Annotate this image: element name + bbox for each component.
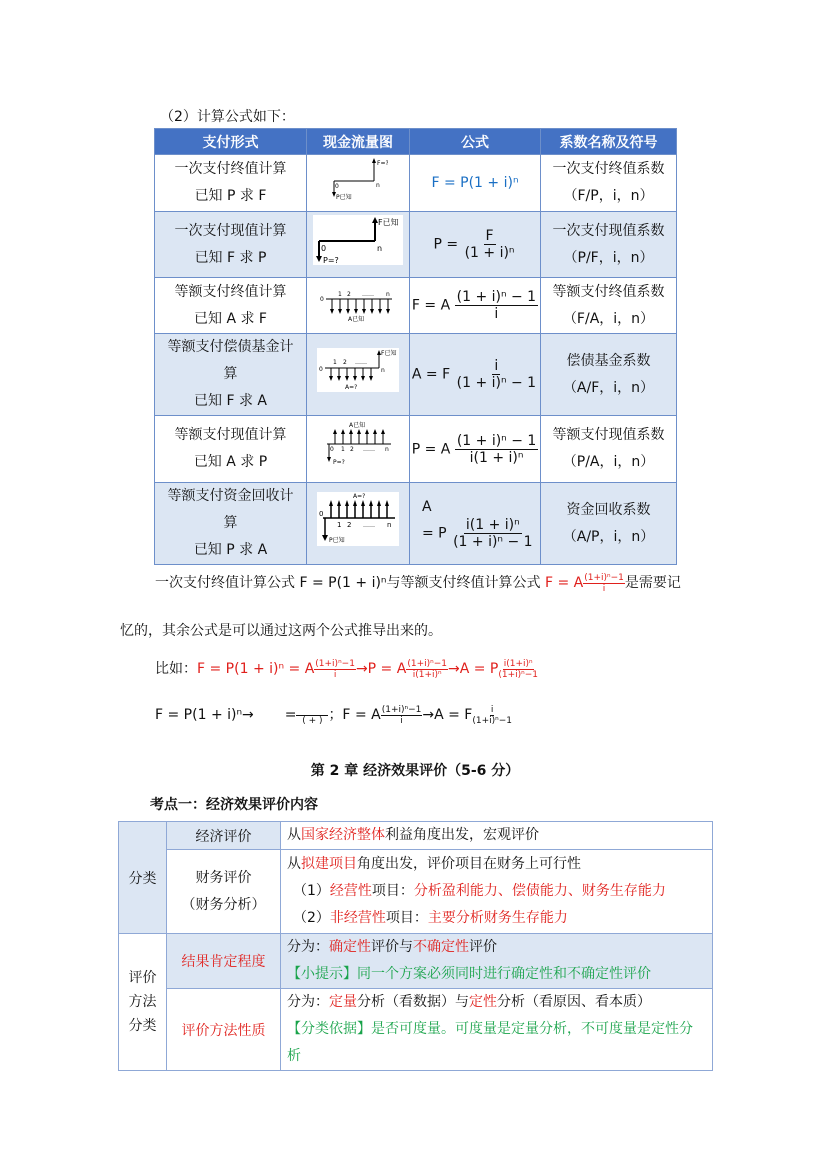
table-row bbox=[155, 483, 677, 565]
cashflow-diagram bbox=[307, 334, 410, 416]
svg-text:2: 2 bbox=[347, 520, 352, 529]
fraction: $\frac{\text{(1+i)ⁿ−1}}{i}$ bbox=[584, 572, 624, 594]
kaodian-heading: 考点一：经济效果评价内容 bbox=[150, 797, 318, 813]
table-row bbox=[119, 850, 713, 934]
svg-text:A=?: A=? bbox=[353, 492, 366, 500]
svg-text:……: …… bbox=[363, 446, 375, 453]
row-label: 经济评价 bbox=[167, 822, 281, 850]
formula-cell: A = F $\frac{i}{\text{(1 + i)ⁿ − 1}}$ bbox=[410, 334, 541, 416]
svg-text:0: 0 bbox=[320, 295, 324, 303]
table-row bbox=[155, 416, 677, 483]
svg-text:0: 0 bbox=[335, 183, 339, 190]
svg-text:2: 2 bbox=[343, 358, 347, 366]
svg-text:P已知: P已知 bbox=[336, 194, 352, 201]
example-line-2: F = P(1 + i)ⁿ→ = ( + ) ；F = A $\frac{\text{(1+i)ⁿ−1}}{i}$ →A = F $\frac{i}{\text{(1+i)ⁿ−1}}$ bbox=[155, 704, 513, 726]
payment-form-cell: 等额支付资金回收计 算 已知 P 求 A bbox=[155, 483, 307, 565]
formula-cell: F = P(1 + i)ⁿ bbox=[410, 155, 541, 212]
cashflow-diagram bbox=[307, 212, 410, 278]
header-formula: 公式 bbox=[410, 129, 541, 155]
fraction: $\frac{i}{\text{(1 + i)ⁿ − 1}}$ bbox=[456, 358, 537, 391]
svg-text:……: …… bbox=[355, 358, 367, 366]
svg-text:1: 1 bbox=[338, 290, 342, 298]
svg-text:……: …… bbox=[363, 521, 375, 529]
row-label: 评价方法性质 bbox=[167, 989, 281, 1071]
coefficient-cell: 一次支付现值系数 （P/F，i，n） bbox=[541, 212, 677, 278]
fraction: $\frac{\text{(1+i)ⁿ−1}}{\text{i(1+i)ⁿ}}$ bbox=[407, 658, 447, 680]
fraction: $\frac{\text{(1+i)ⁿ−1}}{i}$ bbox=[381, 704, 422, 726]
svg-text:0: 0 bbox=[319, 365, 323, 373]
svg-text:F已知: F已知 bbox=[378, 217, 399, 227]
coefficient-cell: 等额支付终值系数 （F/A，i，n） bbox=[541, 278, 677, 334]
cashflow-diagram-icon bbox=[328, 155, 388, 201]
formula-table bbox=[154, 128, 677, 565]
svg-text:0: 0 bbox=[319, 509, 324, 518]
paragraph-line-1: 一次支付终值计算公式 F = P(1 + i)ⁿ与等额支付终值计算公式 F = A $\frac{\text{(1+i)ⁿ−1}}{i}$ 是需要记 bbox=[155, 572, 681, 594]
row-label: 结果肯定程度 bbox=[167, 934, 281, 989]
svg-text:P=?: P=? bbox=[323, 255, 339, 265]
paragraph-line-2: 忆的，其余公式是可以通过这两个公式推导出来的。 bbox=[120, 623, 442, 639]
svg-text:2: 2 bbox=[350, 446, 354, 453]
payment-form-cell: 等额支付偿债基金计 算 已知 F 求 A bbox=[155, 334, 307, 416]
svg-text:n: n bbox=[376, 182, 380, 189]
table-row bbox=[119, 934, 713, 989]
table-row bbox=[119, 989, 713, 1071]
coefficient-cell: 偿债基金系数 （A/F，i，n） bbox=[541, 334, 677, 416]
svg-text:A=?: A=? bbox=[345, 383, 358, 391]
svg-text:n: n bbox=[386, 290, 390, 298]
svg-text:0: 0 bbox=[330, 446, 334, 453]
svg-text:1: 1 bbox=[337, 520, 342, 529]
category-cell: 分类 bbox=[119, 822, 167, 934]
coefficient-cell: 一次支付终值系数 （F/P，i，n） bbox=[541, 155, 677, 212]
fraction: $\frac{\text{(1+i)ⁿ−1}}{i}$ bbox=[315, 658, 355, 680]
cashflow-diagram-icon bbox=[317, 492, 399, 546]
cashflow-diagram-icon bbox=[317, 348, 399, 392]
formula-cell: A = P $\frac{\text{i(1 + i)ⁿ}}{\text{(1 + i)ⁿ − 1}}$ bbox=[410, 483, 541, 565]
payment-form-cell: 等额支付终值计算 已知 A 求 F bbox=[155, 278, 307, 334]
payment-form-cell: 一次支付终值计算 已知 P 求 F bbox=[155, 155, 307, 212]
header-coefficient: 系数名称及符号 bbox=[541, 129, 677, 155]
svg-text:n: n bbox=[385, 446, 389, 453]
svg-text:……: …… bbox=[362, 290, 374, 298]
cashflow-diagram bbox=[307, 416, 410, 483]
coefficient-cell: 等额支付现值系数 （P/A，i，n） bbox=[541, 416, 677, 483]
formula-cell: F = A $\frac{\text{(1 + i)ⁿ − 1}}{i}$ bbox=[410, 278, 541, 334]
fraction: $\frac{i}{\text{(1+i)ⁿ−1}}$ bbox=[472, 704, 513, 726]
svg-text:F已知: F已知 bbox=[381, 349, 397, 357]
svg-text:1: 1 bbox=[333, 358, 337, 366]
cashflow-diagram bbox=[307, 483, 410, 565]
chapter-title: 第 2 章 经济效果评价（5-6 分） bbox=[310, 763, 520, 779]
row-label: 财务评价 （财务分析） bbox=[167, 850, 281, 934]
svg-text:n: n bbox=[377, 243, 383, 253]
row-content: 分为：定量分析（看数据）与定性分析（看原因、看本质） 【分类依据】是否可度量。可度量是定量分析，不可度量是定性分 析 bbox=[281, 989, 713, 1071]
row-content: 从拟建项目角度出发，评价项目在财务上可行性 （1）经营性项目：分析盈利能力、偿债能力、财务生存能力 （2）非经营性项目：主要分析财务生存能力 bbox=[281, 850, 713, 934]
fraction: $\frac{\text{(1 + i)ⁿ − 1}}{\text{i(1 + i)ⁿ}}$ bbox=[456, 432, 537, 466]
table-row bbox=[119, 822, 713, 850]
fraction: ( + ) bbox=[296, 705, 328, 726]
svg-text:A已知: A已知 bbox=[348, 315, 365, 323]
row-content: 从国家经济整体利益角度出发，宏观评价 bbox=[281, 822, 713, 850]
table-row bbox=[155, 334, 677, 416]
formula-table-header bbox=[155, 129, 677, 155]
fraction: $\frac{\text{i(1 + i)ⁿ}}{\text{(1 + i)ⁿ − 1}}$ bbox=[453, 517, 533, 550]
svg-text:F=?: F=? bbox=[377, 160, 388, 167]
category-cell: 评价 方法 分类 bbox=[119, 934, 167, 1071]
formula-cell: P = A $\frac{\text{(1 + i)ⁿ − 1}}{\text{i(1 + i)ⁿ}}$ bbox=[410, 416, 541, 483]
payment-form-cell: 一次支付现值计算 已知 F 求 P bbox=[155, 212, 307, 278]
fraction: $\frac{\text{i(1+i)ⁿ}}{\text{(1+i)ⁿ−1}}$ bbox=[498, 658, 539, 680]
svg-text:1: 1 bbox=[341, 446, 345, 453]
section-intro: （2）计算公式如下： bbox=[160, 109, 295, 125]
cashflow-diagram-icon bbox=[318, 279, 398, 323]
svg-text:P=?: P=? bbox=[333, 459, 345, 466]
payment-form-cell: 等额支付现值计算 已知 A 求 P bbox=[155, 416, 307, 483]
formula-cell: P = $\frac{F}{\text{(1 + i)ⁿ}}$ bbox=[410, 212, 541, 278]
fraction: $\frac{F}{\text{(1 + i)ⁿ}}$ bbox=[464, 228, 515, 261]
table-row bbox=[155, 212, 677, 278]
coefficient-cell: 资金回收系数 （A/P，i，n） bbox=[541, 483, 677, 565]
cashflow-diagram bbox=[307, 155, 410, 212]
header-payment-form: 支付形式 bbox=[155, 129, 307, 155]
evaluation-table bbox=[118, 821, 713, 1071]
svg-text:0: 0 bbox=[321, 243, 327, 253]
cashflow-diagram-icon bbox=[313, 215, 403, 265]
table-row bbox=[155, 155, 677, 212]
cashflow-diagram bbox=[307, 278, 410, 334]
svg-text:n: n bbox=[381, 366, 385, 374]
example-line-1: 比如：F = P(1 + i)ⁿ = A $\frac{\text{(1+i)ⁿ−1}}{i}$ →P = A $\frac{\text{(1+i)ⁿ−1}}{\text{i(1+i)ⁿ}}$ →A = P $\frac{\text{i(1+i)ⁿ}}{\text{(1+i)ⁿ−1}}$ bbox=[155, 658, 539, 680]
svg-text:P已知: P已知 bbox=[329, 536, 345, 544]
svg-text:n: n bbox=[387, 520, 392, 529]
table-row bbox=[155, 278, 677, 334]
fraction: $\frac{\text{(1 + i)ⁿ − 1}}{i}$ bbox=[456, 289, 537, 322]
header-cashflow-diagram: 现金流量图 bbox=[307, 129, 410, 155]
svg-text:A已知: A已知 bbox=[349, 422, 366, 429]
svg-text:2: 2 bbox=[347, 290, 351, 298]
row-content: 分为：确定性评价与不确定性评价 【小提示】同一个方案必须同时进行确定性和不确定性评价 bbox=[281, 934, 713, 989]
cashflow-diagram-icon bbox=[321, 420, 395, 468]
